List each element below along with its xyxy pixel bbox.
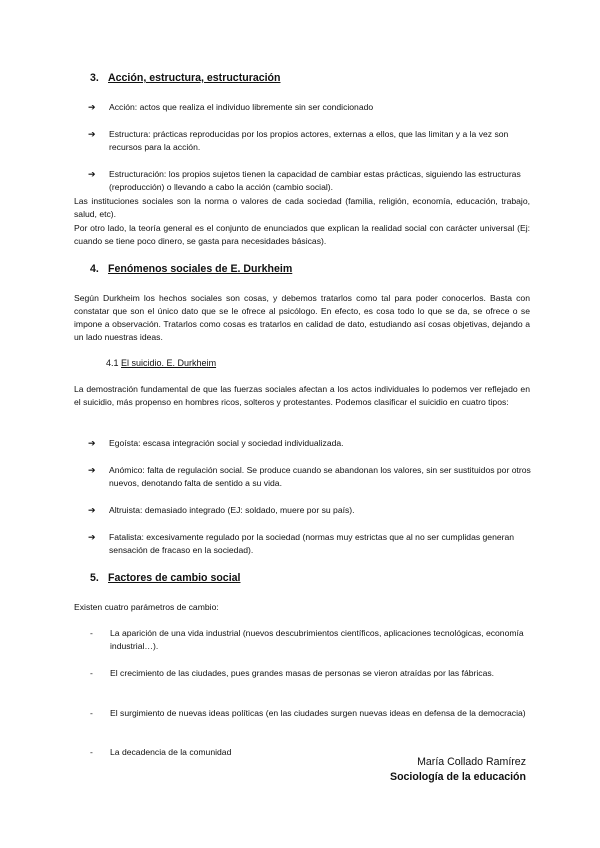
arrow-bullet-icon: ➔ <box>88 169 96 179</box>
section-3-title: Acción, estructura, estructuración <box>108 72 281 84</box>
dash-bullet: - <box>90 747 93 757</box>
paragraph: Según Durkheim los hechos sociales son cosas, y debemos tratarlos como tal para poder conocerlos. Basta con constatar que son el único dato que se le ofrece al psicólogo. En efecto, es cosa todo lo que se da, se ofrece o se impone a observación. Tratarlos como cosas es tratarlos en calidad de dato, estudiando así cosas objetivas, dejando a un lado nuestras ideas. <box>74 293 530 342</box>
footer-author: María Collado Ramírez <box>417 756 526 768</box>
list-item <box>90 667 530 680</box>
list-item-text: La decadencia de la comunidad <box>110 747 232 757</box>
list-item-text: El surgimiento de nuevas ideas políticas (en las ciudades surgen nuevas ideas en defensa de la democracia) <box>110 708 526 718</box>
bullet-item <box>88 531 532 557</box>
bullet-item <box>88 504 532 517</box>
bullet-text: Estructuración: los propios sujetos tienen la capacidad de cambiar estas prácticas, siguiendo las estructuras (reproducción) o llevando a cabo la acción (cambio social). <box>109 169 521 192</box>
bullet-item <box>88 128 532 154</box>
bullet-item <box>88 168 532 194</box>
section-3-number: 3. <box>90 72 99 84</box>
bullet-item <box>88 437 532 450</box>
bullet-text: Fatalista: excesivamente regulado por la sociedad (normas muy estrictas que al no ser cumplidas generan sensación de fracaso en la sociedad). <box>109 532 515 555</box>
bullet-text: Egoísta: escasa integración social y sociedad individualizada. <box>109 438 344 448</box>
list-item-text: El crecimiento de las ciudades, pues grandes masas de personas se vieron atraídas por las fábricas. <box>110 668 495 678</box>
bullet-text: Altruista: demasiado integrado (EJ: soldado, muere por su país). <box>109 505 355 515</box>
section-3-heading <box>90 72 281 85</box>
section-4-title: Fenómenos sociales de E. Durkheim <box>108 263 293 275</box>
section-5-number: 5. <box>90 572 99 584</box>
subsection-title: El suicidio. E. Durkheim <box>121 358 217 368</box>
subsection-number: 4.1 <box>106 358 119 368</box>
subsection-4-1-heading <box>106 357 216 370</box>
bullet-text: Anómico: falta de regulación social. Se produce cuando se abandonan los valores, sin ser sustituidos por otros nuevos, denotando falta de sentido a su vida. <box>109 465 531 488</box>
dash-bullet: - <box>90 708 93 718</box>
paragraph: Las instituciones sociales son la norma o valores de cada sociedad (familia, religión, economía, educación, trabajo, salud, etc). <box>74 196 530 219</box>
dash-bullet: - <box>90 628 93 638</box>
dash-bullet: - <box>90 668 93 678</box>
paragraph: Por otro lado, la teoría general es el conjunto de enunciados que explican la realidad social con carácter universal (Ej: cuando se tiene poco dinero, se gasta para necesidades básicas). <box>74 223 530 246</box>
bullet-text: Acción: actos que realiza el individuo libremente sin ser condicionado <box>109 102 374 112</box>
footer-course: Sociología de la educación <box>390 771 526 783</box>
arrow-bullet-icon: ➔ <box>88 102 96 112</box>
arrow-bullet-icon: ➔ <box>88 465 96 475</box>
list-item-text: La aparición de una vida industrial (nuevos descubrimientos científicos, aplicaciones tecnológicas, economía industrial…). <box>110 628 524 651</box>
paragraph: La demostración fundamental de que las fuerzas sociales afectan a los actos individuales lo podemos ver reflejado en el suicidio, más propenso en hombres ricos, solteros y protestantes. Podemos clasificar el suicidio en cuatro tipos: <box>74 384 530 407</box>
bullet-item <box>88 464 532 490</box>
section-5-title: Factores de cambio social <box>108 572 241 584</box>
section-4-heading <box>90 263 292 276</box>
arrow-bullet-icon: ➔ <box>88 438 96 448</box>
bullet-text: Estructura: prácticas reproducidas por los propios actores, externas a ellos, que las limitan y a la vez son recursos para la acción. <box>109 129 509 152</box>
bullet-item <box>88 101 532 114</box>
paragraph: Existen cuatro parámetros de cambio: <box>74 602 219 612</box>
arrow-bullet-icon: ➔ <box>88 129 96 139</box>
section-4-number: 4. <box>90 263 99 275</box>
arrow-bullet-icon: ➔ <box>88 505 96 515</box>
section-5-heading <box>90 572 240 585</box>
list-item <box>90 627 530 653</box>
arrow-bullet-icon: ➔ <box>88 532 96 542</box>
list-item <box>90 707 530 720</box>
